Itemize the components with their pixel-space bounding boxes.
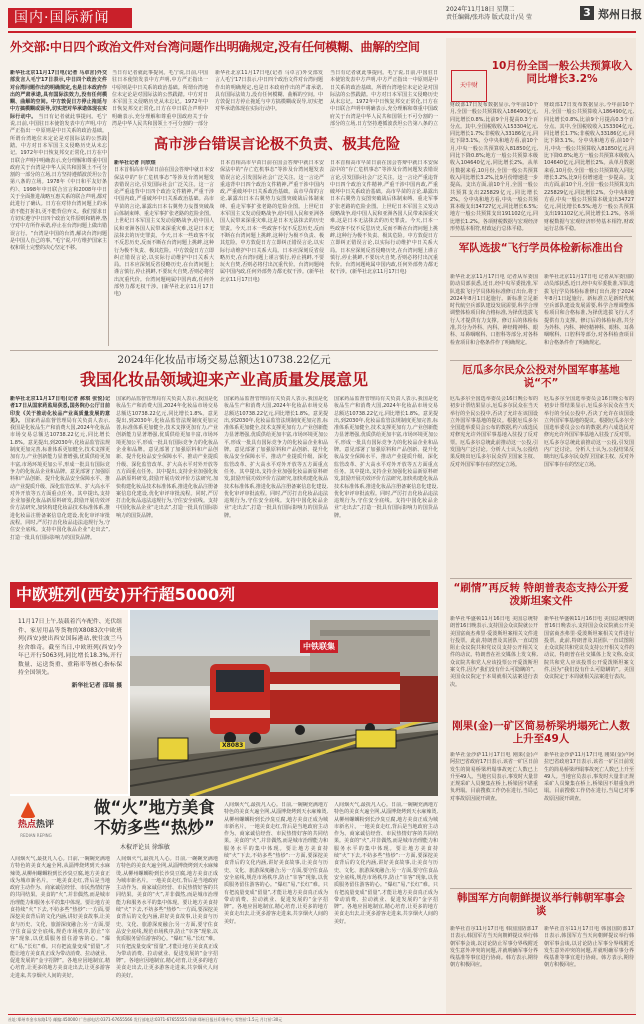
food-col1	[10, 856, 110, 1012]
fiscal-body-cont: 财政部17日发布数据显示,今年前10个月,全国一般公共预算收入186490亿元,同比增长0.8%,比前9个月提高0.3个百分点。其中,全国税收收入153304亿元,同比增长1.7%;非税收入33186亿元,同比下降3.1%。分中央和地方看,前10个月,中央一般公共预算收入81850亿元,同比下降0.8%;地方一般公共预算本级收入104640亿元,同比增长2%。从单月数据来看,10月份,全国一般公共预算收入同比增长3.2%,比9月份增速进一步提高。支出方面,前10个月,全国一般公共预算支出225829亿元,同比增长2%。分中央和地方看,中央一般公共预算本级支出34727亿元,同比增长6.5%;地方一般公共预算支出191102亿元,同比增长1.2%。各项财税数据与宏观经济形势基本相符,财政运行总体平稳。	[544, 102, 634, 232]
congo-body-cont: 新华社金沙萨11月17日电 刚果(金)卢阿拉巴省政府17日表示,该省一矿区日前发生的简易桥梁坍塌事故死亡人数已上升至49人。当地官员表示,事发时大量非正规采矿人员聚集在桥上,桥梁因不堪重负坍塌。目前搜救工作仍在进行,当局已对事故原因展开调查。	[544, 752, 634, 802]
rail-caption: 11月17日上午,装载着汽车配件、光伏组件、家居用品等货物的X8083次中欧班列(西安)驶出西安国际港站,驶往波兰马拉舍维奇。截至当日,中欧班列(西安)今年已开行5063列,同比增长18.3%,开行数量、运送货重、重箱率等核心指标保持全国领先。	[18, 619, 122, 676]
editorial-col1	[114, 160, 214, 346]
lead-body-cont: 当日有记者就此事提问。毛宁说,日前,中国驻日本使馆发表中方声明,中方严正指出一中原则是中日关系的政治基础。所谓台湾地位未定论是对国际法的公然践踏。中方对日本军国主义侵略历史从未忘记。1972年中日恢复邦交正常化,日方在中日联合声明中明确表示,充分理解和尊重中国政府关于台湾是中华人民共和国领土不可分割的一部分	[112, 70, 208, 128]
cosmetics-body-cont3: 国家药品监督管理局有关负责人表示,我国是化妆品生产和消费大国,2024年化妆品市场交易总额达10738.22亿元,同比增长1.8%。意见提出,到2030年,化妆品监管法规制度更加完善,标准体系更加健全,技术支撑更加有力,产业创新能力显著增强,优质供给更加丰富,市场环境更加公平,形成一批具有国际竞争力的化妆品企业和品牌。意见部署了加强原料和产品创新、提升化妆品安全保障水平、推动产业提质升级、深化监管改革、扩大高水平对外开放等五方面重点任务。其中提出,支持企业加强化妆品新原料研发,鼓励开展功效评价方法研究,加快构建化妆品技术标准体系,推进化妆品注册备案信息化建设,优化审评审批流程。同时,严厉打击化妆品违法违规行为,守住安全底线。支持中国化妆品企业“走出去”,打造一批具有国际影响力的国货品牌。	[334, 396, 438, 519]
food-col3	[224, 802, 328, 1012]
rail-photo-credit: 新华社记者 邵瑞 摄	[71, 682, 122, 689]
ecuador-col2	[544, 396, 634, 556]
fiscal-headline: 10月份全国一般公共预算收入同比增长3.2%	[491, 60, 633, 85]
fire-icon	[20, 802, 36, 818]
newspaper-logo: 郑州日报	[598, 8, 642, 21]
army-body: 新华社北京11月17日电 记者从军委国防动员部获悉,近日,经中央军委批准,军队选拔飞行学员体检标准修订出台,将于2024年8月1日起施行。新标准立足新时代航空兵部队建设发展需要,科学合理调整体检项目和合格标准,为择优选拔飞行人才提供有力支撑。修订后的体检标准,共分为外科、内科、神经精神科、眼科、耳鼻咽喉科、口腔科等部分,对各科检查项目和合格条件作了明确规定。	[450, 274, 538, 346]
lead-body-col2	[112, 70, 208, 128]
ecuador-headline: 厄瓜多尔民众公投对外国军事基地说“不”	[462, 364, 620, 389]
korea-headline: 韩国军方向朝鲜提议举行韩朝军事会谈	[457, 892, 625, 917]
cosmetics-body-cont: 国家药品监督管理局有关负责人表示,我国是化妆品生产和消费大国,2024年化妆品市场交易总额达10738.22亿元,同比增长1.8%。意见提出,到2030年,化妆品监管法规制度更加完善,标准体系更加健全,技术支撑更加有力,产业创新能力显著增强,优质供给更加丰富,市场环境更加公平,形成一批具有国际竞争力的化妆品企业和品牌。意见部署了加强原料和产品创新、提升化妆品安全保障水平、推动产业提质升级、深化监管改革、扩大高水平对外开放等五方面重点任务。其中提出,支持企业加强化妆品新原料研发,鼓励开展功效评价方法研究,加快构建化妆品技术标准体系,推进化妆品注册备案信息化建设,优化审评审批流程。同时,严厉打击化妆品违法违规行为,守住安全底线。支持中国化妆品企业“走出去”,打造一批具有国际影响力的国货品牌。	[116, 396, 218, 519]
cosmetics-col2	[116, 396, 218, 578]
congo-headline: 刚果(金)一矿区简易桥梁坍塌死亡人数上升至49人	[452, 720, 630, 745]
epstein-col1	[450, 616, 538, 716]
cosmetics-headline: 我国化妆品领域迎来产业高质量发展意见	[79, 370, 368, 389]
sidebar-divider-2	[450, 360, 632, 361]
editor-credit: 责任编辑/张玮涛 版式设计/吴 莹	[446, 14, 532, 21]
food-body: 人间烟火气,最抚凡人心。日前,一碗碗充满地方特色的美食火遍全网,从淄博烧烤到天水麻辣烫,从柳州螺蛳粉到长沙臭豆腐,地方美食正成为城市新名片。一地美食走红,背后是当地政府主动作为、商家诚信经营、市民热情好客的共同结果。美食的“火”,并非偶然,而是城市治理能力和服务水平的集中体现。要让地方美食持续“火”下去,不妨多些“热炒”:一方面,要深挖美食背后的文化内涵,讲好美食故事,让美食与历史、文化、旅游深度融合;另一方面,要守住食品安全底线,规范市场秩序,防止“宰客”现象,以优质服务留住游客的心。“爆红”易,“长红”难。只有把流量变成“留量”,才能让地方美食真正成为带动消费、拉动就业、促进发展的“金字招牌”。各地应因地制宜,精心培育,让更多的地方美食走出去,让更多游客走进来,共享烟火人间的美好。	[10, 856, 110, 979]
page-number: 3	[580, 6, 594, 20]
food-tag-1: 热点	[17, 820, 36, 830]
food-tag-label	[10, 820, 62, 831]
platform-sign: X8083	[222, 742, 244, 749]
cosmetics-body: 国家药品监督管理局有关负责人表示,我国是化妆品生产和消费大国,2024年化妆品市场交易总额达10738.22亿元,同比增长1.8%。意见提出,到2030年,化妆品监管法规制度更加完善,标准体系更加健全,技术支撑更加有力,产业创新能力显著增强,优质供给更加丰富,市场环境更加公平,形成一批具有国际竞争力的化妆品企业和品牌。意见部署了加强原料和产品创新、提升化妆品安全保障水平、推动产业提质升级、深化监管改革、扩大高水平对外开放等五方面重点任务。其中提出,支持企业加强化妆品新原料研发,鼓励开展功效评价方法研究,加快构建化妆品技术标准体系,推进化妆品注册备案信息化建设,优化审评审批流程。同时,严厉打击化妆品违法违规行为,守住安全底线。支持中国化妆品企业“走出去”,打造一批具有国际影响力的国货品牌。	[10, 417, 110, 541]
food-headline-line2: 不妨多些“热炒”	[94, 818, 215, 837]
lead-body-col3	[215, 70, 323, 128]
army-col2	[544, 274, 634, 356]
cosmetics-kicker: 2024年化妆品市场交易总额达10738.22亿元	[117, 354, 331, 366]
section-divider-1	[10, 350, 438, 351]
cosmetics-body-cont2: 国家药品监督管理局有关负责人表示,我国是化妆品生产和消费大国,2024年化妆品市场交易总额达10738.22亿元,同比增长1.8%。意见提出,到2030年,化妆品监管法规制度更加完善,标准体系更加健全,技术支撑更加有力,产业创新能力显著增强,优质供给更加丰富,市场环境更加公平,形成一批具有国际竞争力的化妆品企业和品牌。意见部署了加强原料和产品创新、提升化妆品安全保障水平、推动产业提质升级、深化监管改革、扩大高水平对外开放等五方面重点任务。其中提出,支持企业加强化妆品新原料研发,鼓励开展功效评价方法研究,加快构建化妆品技术标准体系,推进化妆品注册备案信息化建设,优化审评审批流程。同时,严厉打击化妆品违法违规行为,守住安全底线。支持中国化妆品企业“走出去”,打造一批具有国际影响力的国货品牌。	[224, 396, 328, 519]
congo-col2	[544, 752, 634, 852]
ecuador-body-cont: 厄瓜多尔全国选举委员会16日晚公布的初步计票结果显示,厄瓜多尔民众在当天举行的全民公投中,否决了允许在该国设立外国军事基地的提议。根据厄瓜多尔全国选举委员会公布的数据,约六成选民对修宪允许外国军事基地入驻投了反对票。厄瓜多尔总统此前推动这一公投,引发国内广泛讨论。分析人士认为,公投结果反映出厄瓜多尔民众捍卫国家主权、反对外国军事存在的坚定立场。	[544, 396, 634, 468]
food-tag-2: 热评	[36, 820, 55, 830]
lead-body: 当日有记者就此事提问。毛宁说,日前,中国驻日本使馆发表中方声明,中方严正指出一中原则是中日关系的政治基础。所谓台湾地位未定论是对国际法的公然践踏。中方对日本军国主义侵略历史从未忘记。1972年中日恢复邦交正常化,日方在中日联合声明中明确表示,充分理解和尊重中国政府关于台湾是中华人民共和国领土不可分割的一部分的立场,日方坚持遵循波茨坦公告第八条的立场。1978年《中日和平友好条约》、1998年中日联合宣言和2008年中日关于全面推进战略互惠关系的联合声明,都对此进行了确认。日方在对待台湾问题上的承诺不能打折扣,更不能背信弃义。我们要求日方切实遵守中日四个政治文件原则和精神,恪守对中方所作承诺,停止在台湾问题上做出错误言行。“台湾是中国的台湾,解决台湾问题是中国人自己的事。”毛宁说,中方维护国家主权和领土完整的决心坚定不移。	[10, 113, 107, 252]
editorial-byline: 新华社记者 闫欣煜	[114, 160, 156, 166]
lead-body-col4	[330, 70, 438, 128]
fiscal-col1	[450, 102, 538, 232]
epstein-body: 新华社华盛顿11月16日电 美国总统特朗普16日晚表示,支持国会众议院就公开美国富商杰弗里·爱泼斯坦案相关文件进行投票。此前,特朗普及其团队一直试图阻止众议院共和党议员支持公开相关文件的动议。特朗普在社交媒体上发文称,众议院共和党人应该投票公开爱泼斯坦案文件,因为“我们没有什么可隐瞒的”。美国众议院定于本周就相关法案进行表决。	[450, 616, 538, 688]
korea-col1	[450, 926, 538, 1012]
train-sign: 中铁联集	[300, 640, 338, 653]
lead-headline: 外交部:中日四个政治文件对台湾问题作出明确规定,没有任何模糊、曲解的空间	[10, 40, 420, 54]
ecuador-col1	[450, 396, 538, 556]
rail-headline-bar	[10, 582, 438, 608]
rail-caption-box	[10, 610, 128, 794]
food-tag-sub: REDIAN REPING	[20, 833, 52, 838]
footer-rule	[8, 1014, 636, 1015]
sidebar-divider-1	[450, 236, 632, 237]
korea-col2	[544, 926, 634, 1012]
editorial-headline: 高市涉台错误言论极不负责、极其危险	[153, 137, 401, 153]
editorial-col3	[330, 160, 438, 346]
congo-body: 新华社金沙萨11月17日电 刚果(金)卢阿拉巴省政府17日表示,该省一矿区日前发生的简易桥梁坍塌事故死亡人数已上升至49人。当地官员表示,事发时大量非正规采矿人员聚集在桥上,桥梁因不堪重负坍塌。目前搜救工作仍在进行,当局已对事故原因展开调查。	[450, 752, 538, 802]
lead-dateline: 新华社北京11月17日电(记者 马卓言)外交部发言人毛宁17日表示,中日四个政治文件对台湾问题作出的明确规定,也是日本政府作出的严肃承诺,具有国际法效力,没有任何模糊、曲解的空间。中方敦促日方停止拖延与中方搞模糊或误导,切实把对华承诺体现在实际行动中。	[10, 70, 107, 120]
food-tag	[10, 802, 62, 848]
column-rule	[108, 132, 109, 346]
masthead-info	[446, 6, 532, 22]
food-body-cont: 人间烟火气,最抚凡人心。日前,一碗碗充满地方特色的美食火遍全网,从淄博烧烤到天水麻辣烫,从柳州螺蛳粉到长沙臭豆腐,地方美食正成为城市新名片。一地美食走红,背后是当地政府主动作为、商家诚信经营、市民热情好客的共同结果。美食的“火”,并非偶然,而是城市治理能力和服务水平的集中体现。要让地方美食持续“火”下去,不妨多些“热炒”:一方面,要深挖美食背后的文化内涵,讲好美食故事,让美食与历史、文化、旅游深度融合;另一方面,要守住食品安全底线,规范市场秩序,防止“宰客”现象,以优质服务留住游客的心。“爆红”易,“长红”难。只有把流量变成“留量”,才能让地方美食真正成为带动消费、拉动就业、促进发展的“金字招牌”。各地应因地制宜,精心培育,让更多的地方美食走出去,让更多游客走进来,共享烟火人间的美好。	[116, 856, 218, 979]
footer-text: 社址:郑州市金水东路1号 邮编:450000 广告部电话:0371-67655566 发行部电话:0371-67655555 印刷:郑州日报社印务中心 零售价:1.5元 月订价:30元	[8, 1017, 283, 1022]
ecuador-body: 厄瓜多尔全国选举委员会16日晚公布的初步计票结果显示,厄瓜多尔民众在当天举行的全民公投中,否决了允许在该国设立外国军事基地的提议。根据厄瓜多尔全国选举委员会公布的数据,约六成选民对修宪允许外国军事基地入驻投了反对票。厄瓜多尔总统此前推动这一公投,引发国内广泛讨论。分析人士认为,公投结果反映出厄瓜多尔民众捍卫国家主权、反对外国军事存在的坚定立场。	[450, 396, 538, 468]
editorial-body-cont2: 日本首相高市早苗日前在国会答辩中就日本安保法中的“存亡危机事态”等涉及台湾问题发表错误言论,引发国际社会广泛关注。这一言论严重违背中日四个政治文件精神,严重干涉中国内政,严重破坏中日关系政治基础。高市早苗的言论,暴露出日本右翼势力妄图突破战后体制束缚、重走军事扩张老路的危险企图。上世纪日本军国主义发动侵略战争,给中国人民和亚洲各国人民带来深重灾难,这是日本无法抹去的历史罪责。今天,日本一些政客不仅不反思历史,反而不断在台湾问题上挑衅,这种行为极不负责、极其危险。中方敦促日方立即纠正错误言论,以实际行动维护中日关系大局。日本应深刻反省侵略历史,在台湾问题上谨言慎行,停止挑衅,不要玩火自焚,否则必将付出沉重代价。台湾问题纯属中国内政,任何外部势力都无权干涉。(新华社北京11月17日电)	[330, 160, 438, 276]
editorial-col2	[220, 160, 324, 346]
lead-body-col1	[10, 70, 107, 298]
army-headline: 军队选拔“飞行学员体检新标准出台	[458, 242, 624, 254]
editorial-body: 日本首相高市早苗日前在国会答辩中就日本安保法中的“存亡危机事态”等涉及台湾问题发表错误言论,引发国际社会广泛关注。这一言论严重违背中日四个政治文件精神,严重干涉中国内政,严重破坏中日关系政治基础。高市早苗的言论,暴露出日本右翼势力妄图突破战后体制束缚、重走军事扩张老路的危险企图。上世纪日本军国主义发动侵略战争,给中国人民和亚洲各国人民带来深重灾难,这是日本无法抹去的历史罪责。今天,日本一些政客不仅不反思历史,反而不断在台湾问题上挑衅,这种行为极不负责、极其危险。中方敦促日方立即纠正错误言论,以实际行动维护中日关系大局。日本应深刻反省侵略历史,在台湾问题上谨言慎行,停止挑衅,不要玩火自焚,否则必将付出沉重代价。台湾问题纯属中国内政,任何外部势力都无权干涉。(新华社北京11月17日电)	[114, 167, 214, 298]
army-col1	[450, 274, 538, 356]
rail-story	[10, 582, 438, 796]
lead-body-cont3: 当日有记者就此事提问。毛宁说,日前,中国驻日本使馆发表中方声明,中方严正指出一中原则是中日关系的政治基础。所谓台湾地位未定论是对国际法的公然践踏。中方对日本军国主义侵略历史从未忘记。1972年中日恢复邦交正常化,日方在中日联合声明中明确表示,充分理解和尊重中国政府关于台湾是中华人民共和国领土不可分割的一部分的立场,日方坚持遵循波茨坦公告第八条的立	[330, 70, 438, 128]
fiscal-col2	[544, 102, 634, 232]
sidebar-divider-3	[450, 578, 632, 579]
food-headline-line1: 做“火”地方美食	[94, 798, 215, 817]
cosmetics-col3	[224, 396, 328, 578]
editorial-body-cont: 日本首相高市早苗日前在国会答辩中就日本安保法中的“存亡危机事态”等涉及台湾问题发表错误言论,引发国际社会广泛关注。这一言论严重违背中日四个政治文件精神,严重干涉中国内政,严重破坏中日关系政治基础。高市早苗的言论,暴露出日本右翼势力妄图突破战后体制束缚、重走军事扩张老路的危险企图。上世纪日本军国主义发动侵略战争,给中国人民和亚洲各国人民带来深重灾难,这是日本无法抹去的历史罪责。今天,日本一些政客不仅不反思历史,反而不断在台湾问题上挑衅,这种行为极不负责、极其危险。中方敦促日方立即纠正错误言论,以实际行动维护中日关系大局。日本应深刻反省侵略历史,在台湾问题上谨言慎行,停止挑衅,不要玩火自焚,否则必将付出沉重代价。台湾问题纯属中国内政,任何外部势力都无权干涉。(新华社北京11月17日电)	[220, 160, 324, 283]
epstein-body-cont: 新华社华盛顿11月16日电 美国总统特朗普16日晚表示,支持国会众议院就公开美国富商杰弗里·爱泼斯坦案相关文件进行投票。此前,特朗普及其团队一直试图阻止众议院共和党议员支持公开相关文件的动议。特朗普在社交媒体上发文称,众议院共和党人应该投票公开爱泼斯坦案文件,因为“我们没有什么可隐瞒的”。美国众议院定于本周就相关法案进行表决。	[544, 616, 634, 681]
food-body-cont2: 人间烟火气,最抚凡人心。日前,一碗碗充满地方特色的美食火遍全网,从淄博烧烤到天水麻辣烫,从柳州螺蛳粉到长沙臭豆腐,地方美食正成为城市新名片。一地美食走红,背后是当地政府主动作为、商家诚信经营、市民热情好客的共同结果。美食的“火”,并非偶然,而是城市治理能力和服务水平的集中体现。要让地方美食持续“火”下去,不妨多些“热炒”:一方面,要深挖美食背后的文化内涵,讲好美食故事,让美食与历史、文化、旅游深度融合;另一方面,要守住食品安全底线,规范市场秩序,防止“宰客”现象,以优质服务留住游客的心。“爆红”易,“长红”难。只有把流量变成“留量”,才能让地方美食真正成为带动消费、拉动就业、促进发展的“金字招牌”。各地应因地制宜,精心培育,让更多的地方美食走出去,让更多游客走进来,共享烟火人间的美好。	[224, 802, 328, 925]
rail-photo	[130, 610, 438, 796]
korea-body: 新华社首尔11月17日电 韩国国防部17日表示,韩国军方当天向朝鲜提议举行韩朝军事会谈,以讨论防止军事分界线附近发生意外冲突的问题,并就明确军事分界线基准等事宜进行协商。韩方表示,期待朝方积极回应。	[450, 926, 538, 969]
korea-body-cont: 新华社首尔11月17日电 韩国国防部17日表示,韩国军方当天向朝鲜提议举行韩朝军事会谈,以讨论防止军事分界线附近发生意外冲突的问题,并就明确军事分界线基准等事宜进行协商。韩方表示,期待朝方积极回应。	[544, 926, 634, 969]
food-byline: 木椒评论员 徐维敏	[120, 844, 170, 851]
masthead-rule	[8, 31, 636, 33]
epstein-headline: “刷情”再反转 特朗普表态支持公开爱泼斯坦案文件	[453, 582, 629, 607]
cosmetics-dateline: 新华社北京11月17日电(记者 郝琪 张悦)记者17日从国家药监局获悉,国务院办公厅日前印发《关于推动化妆品产业高质量发展的意见》。	[10, 396, 110, 424]
masthead	[0, 0, 644, 34]
fiscal-badge: 天中财	[451, 70, 487, 102]
lead-body-cont2: 新华社北京11月17日电(记者 马卓言)外交部发言人毛宁17日表示,中日四个政治文件对台湾问题作出的明确规定,也是日本政府作出的严肃承诺,具有国际法效力,没有任何模糊、曲解的空间。中方敦促日方停止拖延与中方搞模糊或误导,切实把对华承诺体现在实际行动中。	[215, 70, 323, 113]
epstein-col2	[544, 616, 634, 716]
sidebar-divider-4	[450, 888, 632, 889]
cosmetics-col4	[334, 396, 438, 578]
fiscal-body: 财政部17日发布数据显示,今年前10个月,全国一般公共预算收入186490亿元,同比增长0.8%,比前9个月提高0.3个百分点。其中,全国税收收入153304亿元,同比增长1.7%;非税收入33186亿元,同比下降3.1%。分中央和地方看,前10个月,中央一般公共预算收入81850亿元,同比下降0.8%;地方一般公共预算本级收入104640亿元,同比增长2%。从单月数据来看,10月份,全国一般公共预算收入同比增长3.2%,比9月份增速进一步提高。支出方面,前10个月,全国一般公共预算支出225829亿元,同比增长2%。分中央和地方看,中央一般公共预算本级支出34727亿元,同比增长6.5%;地方一般公共预算支出191102亿元,同比增长1.2%。各项财税数据与宏观经济形势基本相符,财政运行总体平稳。	[450, 102, 538, 232]
congo-col1	[450, 752, 538, 852]
rail-headline: 中欧班列(西安)开行超5000列	[16, 585, 236, 604]
cosmetics-col1	[10, 396, 110, 578]
food-col4	[334, 802, 438, 1012]
issue-date: 2024年11月18日 星期二	[446, 6, 515, 13]
train-illustration	[130, 610, 438, 796]
food-body-cont3: 人间烟火气,最抚凡人心。日前,一碗碗充满地方特色的美食火遍全网,从淄博烧烤到天水麻辣烫,从柳州螺蛳粉到长沙臭豆腐,地方美食正成为城市新名片。一地美食走红,背后是当地政府主动作为、商家诚信经营、市民热情好客的共同结果。美食的“火”,并非偶然,而是城市治理能力和服务水平的集中体现。要让地方美食持续“火”下去,不妨多些“热炒”:一方面,要深挖美食背后的文化内涵,讲好美食故事,让美食与历史、文化、旅游深度融合;另一方面,要守住食品安全底线,规范市场秩序,防止“宰客”现象,以优质服务留住游客的心。“爆红”易,“长红”难。只有把流量变成“留量”,才能让地方美食真正成为带动消费、拉动就业、促进发展的“金字招牌”。各地应因地制宜,精心培育,让更多的地方美食走出去,让更多游客走进来,共享烟火人间的美好。	[334, 802, 438, 925]
army-body-cont: 新华社北京11月17日电 记者从军委国防动员部获悉,近日,经中央军委批准,军队选拔飞行学员体检标准修订出台,将于2024年8月1日起施行。新标准立足新时代航空兵部队建设发展需要,科学合理调整体检项目和合格标准,为择优选拔飞行人才提供有力支撑。修订后的体检标准,共分为外科、内科、神经精神科、眼科、耳鼻咽喉科、口腔科等部分,对各科检查项目和合格条件作了明确规定。	[544, 274, 634, 346]
section-title: 国内·国际新闻	[8, 8, 132, 28]
food-col2	[116, 856, 218, 1012]
